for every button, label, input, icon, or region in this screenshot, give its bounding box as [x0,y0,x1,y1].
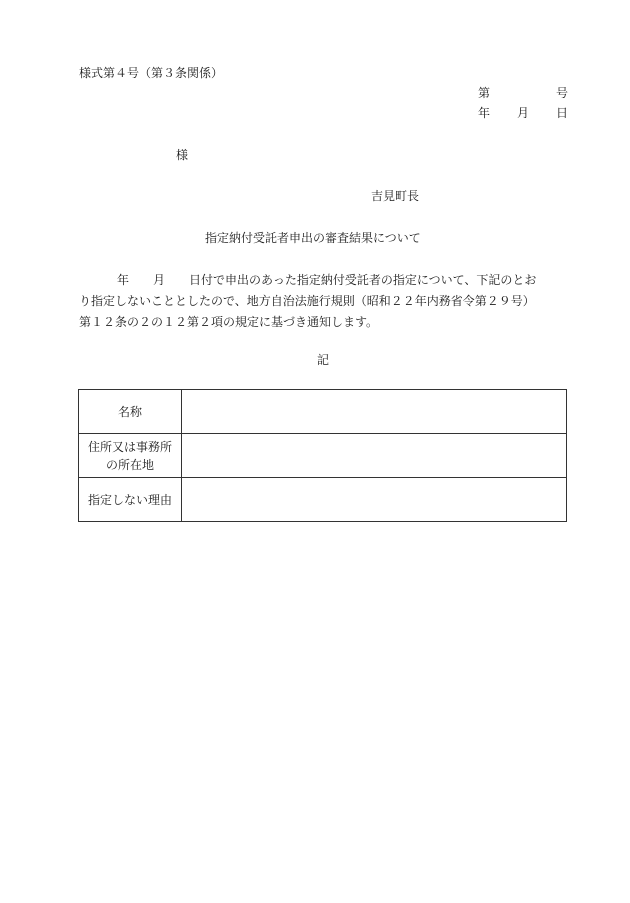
document-title: 指定納付受託者申出の審査結果について [205,231,421,245]
reason-value-field[interactable] [182,478,567,522]
body-line-1-text: 日付で申出のあった指定納付受託者の指定について、下記のとお [189,273,537,287]
table-row [79,390,567,434]
body-month-label: 月 [153,273,166,287]
date-day-label: 日 [556,106,569,120]
table-row [79,434,567,478]
sender-name: 吉見町長 [371,189,420,203]
body-line-3: 第１２条の２の１２第２項の規定に基づき通知します。 [79,315,379,329]
body-paragraph [79,270,569,333]
body-line-1 [79,270,569,291]
document-number-prefix: 第 [478,86,491,100]
form-number: 様式第４号（第３条関係） [79,66,224,80]
date-month-label: 月 [517,106,530,120]
date-year-label: 年 [478,106,491,120]
table-row [79,478,567,522]
address-label-line-2: の所在地 [105,457,154,472]
name-label: 名称 [79,390,182,434]
body-line-2: り指定しないこととしたので、地方自治法施行規則（昭和２２年内務省令第２９号） [79,294,535,308]
addressee-honorific: 様 [176,148,189,162]
document-number-suffix: 号 [556,86,569,100]
reason-label: 指定しない理由 [79,478,182,522]
details-table [78,389,567,522]
address-label [79,434,182,478]
name-value-field[interactable] [182,390,567,434]
address-label-line-1: 住所又は事務所 [87,439,172,454]
ki-heading: 記 [317,353,330,367]
address-value-field[interactable] [182,434,567,478]
body-year-label: 年 [117,273,130,287]
